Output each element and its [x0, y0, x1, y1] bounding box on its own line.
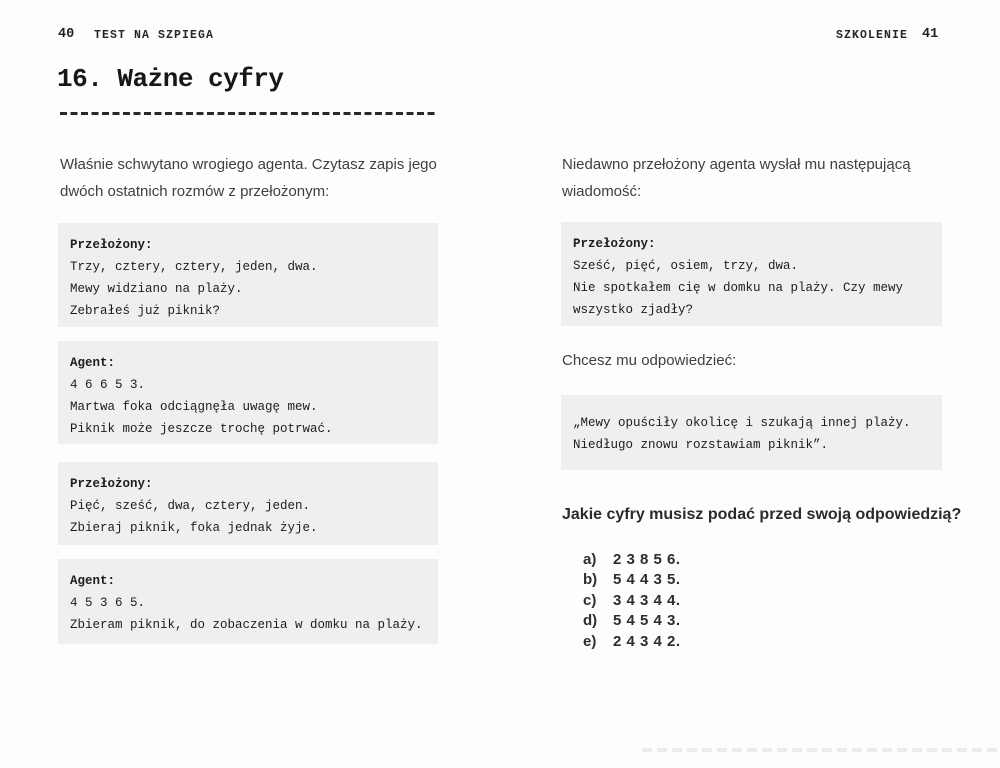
reply-prompt: Chcesz mu odpowiedzieć: — [562, 352, 737, 369]
dialogue-line: Zbieraj piknik, foka jednak żyje. — [70, 521, 318, 535]
option-digits: 5 4 4 3 5. — [613, 571, 681, 588]
option-letter: c) — [583, 592, 597, 609]
reply-box — [561, 395, 942, 470]
page-number-right: 41 — [922, 27, 939, 42]
speaker-label: Agent: — [70, 574, 116, 588]
quote-line: Niedługo znowu rozstawiam piknik”. — [573, 438, 829, 452]
faint-dashed-line — [642, 748, 1000, 752]
dialogue-line: Mewy widziano na plaży. — [70, 282, 243, 296]
dialogue-line: wszystko zjadły? — [573, 303, 694, 317]
speaker-label: Przełożony: — [70, 238, 153, 252]
dialogue-line: Sześć, pięć, osiem, trzy, dwa. — [573, 259, 799, 273]
intro-left: Właśnie schwytano wrogiego agenta. Czytasz zapis jego dwóch ostatnich rozmów z przełożonym: — [60, 156, 437, 200]
dialogue-line: Pięć, sześć, dwa, cztery, jeden. — [70, 499, 311, 513]
chapter-title: 16. Ważne cyfry — [57, 64, 284, 94]
answer-option-b — [583, 571, 681, 588]
quote-line: „Mewy opuściły okolicę i szukają innej plaży. — [573, 416, 911, 430]
option-letter: d) — [583, 612, 598, 629]
dashed-divider — [60, 112, 435, 115]
answer-option-d — [583, 612, 681, 629]
dialogue-line: Martwa foka odciągnęła uwagę mew. — [70, 400, 318, 414]
running-head-left: TEST NA SZPIEGA — [94, 29, 215, 42]
dialogue-line: Piknik może jeszcze trochę potrwać. — [70, 422, 333, 436]
page-number-left: 40 — [58, 27, 75, 42]
speaker-label: Agent: — [70, 356, 116, 370]
running-head-right: SZKOLENIE — [835, 29, 908, 42]
dialogue-line: Nie spotkałem cię w domku na plaży. Czy mewy — [573, 281, 904, 295]
option-letter: e) — [583, 633, 597, 650]
dialogue-line: Zebrałeś już piknik? — [70, 304, 221, 318]
dialogue-line: 4 6 6 5 3. — [70, 378, 146, 392]
dialogue-line: 4 5 3 6 5. — [70, 596, 146, 610]
option-digits: 2 4 3 4 2. — [613, 633, 681, 650]
message-box — [561, 222, 942, 326]
intro-right: Niedawno przełożony agenta wysłał mu następującą wiadomość: — [562, 156, 911, 200]
option-digits: 2 3 8 5 6. — [613, 551, 681, 568]
option-letter: b) — [583, 571, 598, 588]
answer-option-e — [583, 633, 681, 650]
dialogue-box-1 — [58, 223, 438, 327]
speaker-label: Przełożony: — [70, 477, 153, 491]
dialogue-box-3 — [58, 462, 438, 545]
option-digits: 3 4 3 4 4. — [613, 592, 681, 609]
dialogue-line: Zbieram piknik, do zobaczenia w domku na plaży. — [70, 618, 423, 632]
dialogue-box-4 — [58, 559, 438, 644]
question: Jakie cyfry musisz podać przed swoją odpowiedzią? — [562, 506, 962, 523]
answer-option-a — [583, 551, 681, 568]
answer-option-c — [583, 592, 681, 609]
speaker-label: Przełożony: — [573, 237, 656, 251]
dialogue-line: Trzy, cztery, cztery, jeden, dwa. — [70, 260, 318, 274]
option-digits: 5 4 5 4 3. — [613, 612, 681, 629]
option-letter: a) — [583, 551, 597, 568]
dialogue-box-2 — [58, 341, 438, 444]
